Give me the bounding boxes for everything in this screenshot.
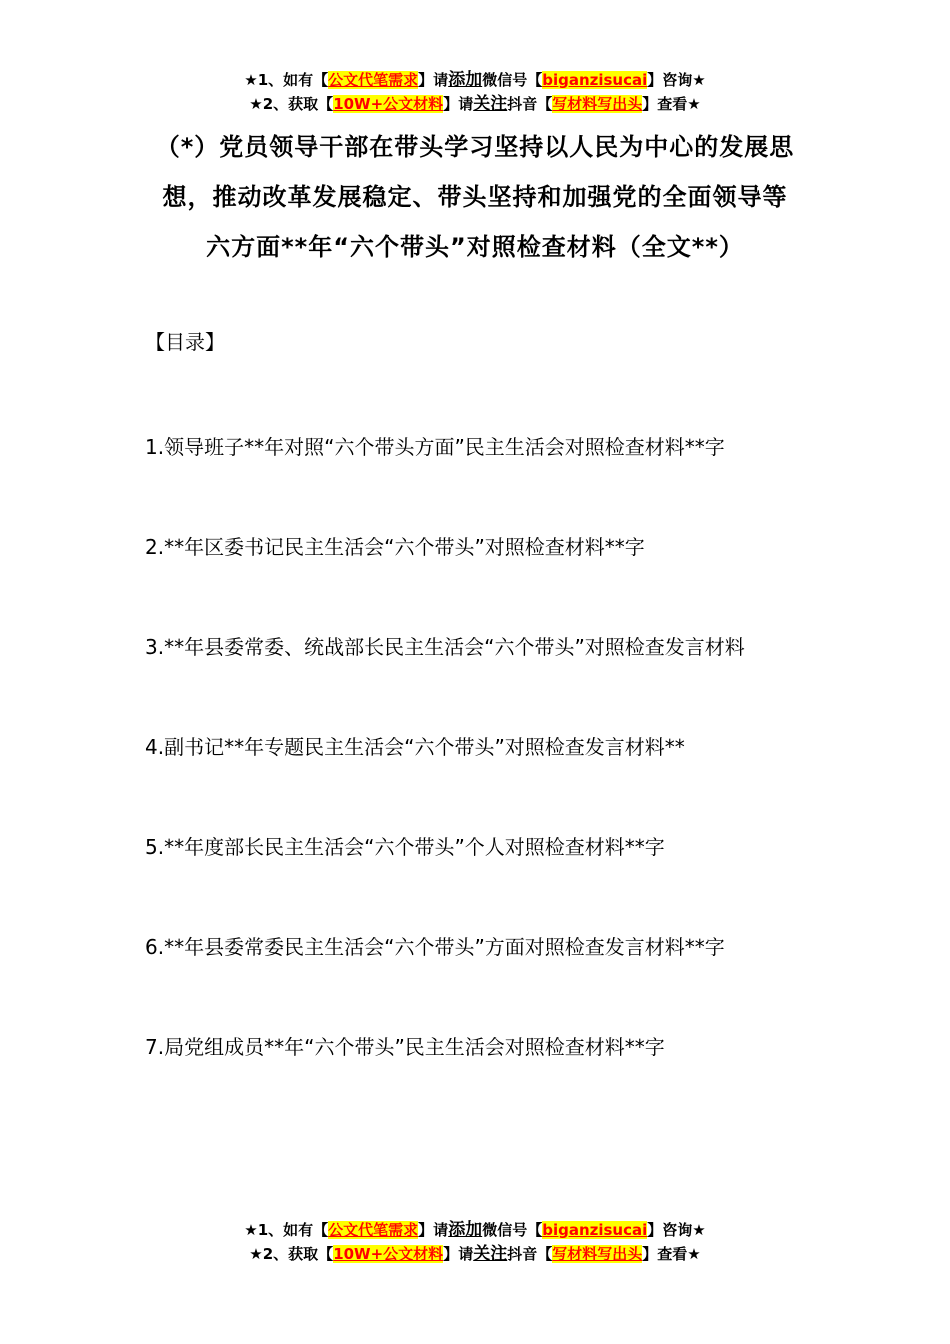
banner-line-1: ★1、如有【公文代笔需求】请添加微信号【biganzisucai】咨询★ bbox=[244, 70, 706, 90]
wechat-id-highlight: biganzisucai bbox=[542, 71, 648, 89]
toc-item: 2.**年区委书记民主生活会“六个带头”对照检查材料**字 bbox=[145, 535, 645, 559]
top-banner bbox=[0, 68, 950, 116]
bottom-banner bbox=[0, 1218, 950, 1266]
toc-item: 7.局党组成员**年“六个带头”民主生活会对照检查材料**字 bbox=[145, 1035, 665, 1059]
toc-item: 1.领导班子**年对照“六个带头方面”民主生活会对照检查材料**字 bbox=[145, 435, 725, 459]
toc-item: 5.**年度部长民主生活会“六个带头”个人对照检查材料**字 bbox=[145, 835, 665, 859]
douyin-id-highlight: 写材料写出头 bbox=[552, 1245, 643, 1263]
document-title bbox=[120, 122, 830, 272]
service-highlight: 公文代笔需求 bbox=[328, 71, 419, 89]
title-line-1: （*）党员领导干部在带头学习坚持以人民为中心的发展思 bbox=[155, 133, 795, 161]
wechat-id-highlight: biganzisucai bbox=[542, 1221, 648, 1239]
toc-item: 3.**年县委常委、统战部长民主生活会“六个带头”对照检查发言材料 bbox=[145, 635, 745, 659]
materials-highlight: 10W+公文材料 bbox=[333, 1245, 444, 1263]
service-highlight: 公文代笔需求 bbox=[328, 1221, 419, 1239]
banner-line-2: ★2、获取【10W+公文材料】请关注抖音【写材料写出头】查看★ bbox=[249, 94, 701, 114]
banner-line-2: ★2、获取【10W+公文材料】请关注抖音【写材料写出头】查看★ bbox=[249, 1244, 701, 1264]
douyin-id-highlight: 写材料写出头 bbox=[552, 95, 643, 113]
materials-highlight: 10W+公文材料 bbox=[333, 95, 444, 113]
title-line-2: 想，推动改革发展稳定、带头坚持和加强党的全面领导等 bbox=[162, 183, 788, 211]
title-line-3: 六方面**年“六个带头”对照检查材料（全文**） bbox=[206, 233, 744, 261]
toc-heading: 【目录】 bbox=[145, 330, 225, 354]
toc-item: 6.**年县委常委民主生活会“六个带头”方面对照检查发言材料**字 bbox=[145, 935, 725, 959]
toc-list bbox=[145, 422, 810, 1122]
banner-line-1: ★1、如有【公文代笔需求】请添加微信号【biganzisucai】咨询★ bbox=[244, 1220, 706, 1240]
toc-item: 4.副书记**年专题民主生活会“六个带头”对照检查发言材料** bbox=[145, 735, 685, 759]
